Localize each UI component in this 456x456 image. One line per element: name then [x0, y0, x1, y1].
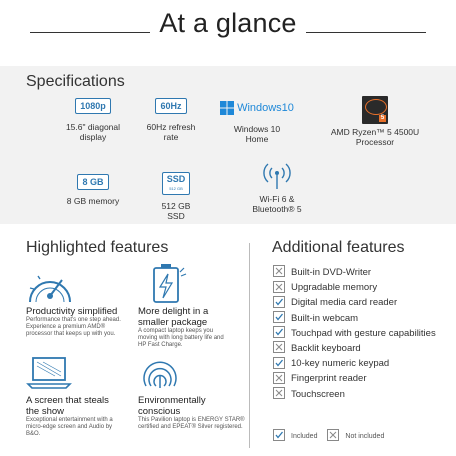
additional-feature-label: Built-in webcam: [291, 312, 359, 324]
section-divider: [249, 243, 250, 448]
additional-feature-row: [273, 296, 397, 311]
highlighted-features-title: Highlighted features: [26, 239, 169, 256]
spec-wireless: [232, 160, 322, 214]
cross-icon: [327, 429, 339, 441]
additional-feature-row: [273, 327, 436, 342]
legend-included-label: Included: [291, 432, 318, 440]
spec-refresh-label: 60Hz refresh rate: [146, 122, 196, 142]
memory-badge-icon: 8 GB: [77, 174, 108, 190]
gauge-icon: [24, 266, 76, 306]
ssd-badge-icon: SSD 512 GB: [162, 172, 191, 195]
laptop-icon: [26, 356, 74, 390]
spec-display: [48, 98, 138, 142]
cross-icon: [273, 341, 285, 353]
additional-feature-row: [273, 388, 345, 403]
ryzen-logo-icon: 5: [362, 96, 388, 124]
feature-screen: [26, 395, 122, 438]
additional-feature-row: [273, 266, 371, 281]
feature-environment-title: Environmentally conscious: [138, 395, 206, 417]
additional-feature-label: Digital media card reader: [291, 297, 398, 309]
refresh-badge-icon: 60Hz: [155, 98, 186, 114]
page-title: At a glance: [159, 8, 297, 38]
check-icon: [273, 357, 285, 369]
spec-storage: [131, 172, 221, 221]
resolution-badge-icon: 1080p: [75, 98, 111, 114]
additional-feature-label: Backlit keyboard: [291, 343, 361, 354]
check-icon: [273, 311, 285, 323]
title-rule-right: [306, 32, 426, 33]
feature-environment-desc: This Pavilion laptop is ENERGY STAR® certified and EPEAT® Silver registered.: [138, 417, 245, 430]
feature-battery-desc: A compact laptop keeps you moving with long battery life and HP Fast Charge.: [138, 328, 224, 348]
check-icon: [273, 429, 285, 441]
feature-screen-title: A screen that steals the show: [26, 395, 109, 417]
feature-productivity-desc: Performance that's one step ahead. Experience a premium AMD® processor that keeps up with you.: [26, 317, 121, 337]
additional-feature-row: [273, 312, 358, 327]
spec-processor-label: AMD Ryzen™ 5 4500U Processor: [330, 127, 420, 147]
additional-feature-row: [273, 342, 361, 357]
check-icon: [273, 296, 285, 308]
spec-memory-label: 8 GB memory: [66, 196, 120, 206]
windows-logo-icon: Windows10: [212, 98, 302, 118]
spec-display-label: 15.6" diagonal display: [65, 122, 121, 142]
additional-feature-label: Fingerprint reader: [291, 373, 367, 385]
cross-icon: [273, 372, 285, 384]
feature-battery-title: More delight in a smaller package: [138, 306, 209, 328]
additional-feature-row: [273, 372, 367, 387]
additional-feature-label: Built-in DVD-Writer: [291, 267, 372, 278]
additional-feature-row: [273, 281, 377, 296]
feature-screen-desc: Exceptional entertainment with a micro-edge screen and Audio by B&O.: [26, 417, 113, 437]
additional-feature-row: [273, 357, 389, 372]
feature-environment: [138, 395, 248, 431]
spec-os-label: Windows 10 Home: [233, 124, 281, 144]
feature-battery: [138, 306, 230, 349]
additional-feature-label: Upgradable memory: [291, 282, 378, 294]
additional-feature-label: Touchscreen: [291, 388, 345, 400]
wifi-icon: [260, 160, 294, 190]
feature-productivity: [26, 306, 122, 338]
specifications-title: Specifications: [26, 73, 125, 90]
cross-icon: [273, 265, 285, 277]
check-icon: [273, 326, 285, 338]
additional-feature-label: Touchpad with gesture capabilities: [291, 327, 436, 339]
additional-feature-label: 10-key numeric keypad: [291, 358, 390, 370]
battery-icon: [144, 262, 188, 306]
spec-storage-label: 512 GB SSD: [161, 201, 191, 221]
spec-os: [212, 98, 302, 144]
cross-icon: [273, 387, 285, 399]
spec-wireless-label: Wi-Fi 6 & Bluetooth® 5: [252, 194, 302, 214]
additional-features-title: Additional features: [272, 239, 405, 256]
legend: [273, 430, 384, 442]
feature-productivity-title: Productivity simplified: [26, 306, 118, 317]
cross-icon: [273, 281, 285, 293]
legend-not-included-label: Not included: [345, 432, 385, 440]
fingerprint-leaf-icon: [138, 356, 182, 390]
spec-processor: [330, 96, 420, 147]
spec-refresh: [126, 98, 216, 142]
spec-memory: [48, 174, 138, 206]
